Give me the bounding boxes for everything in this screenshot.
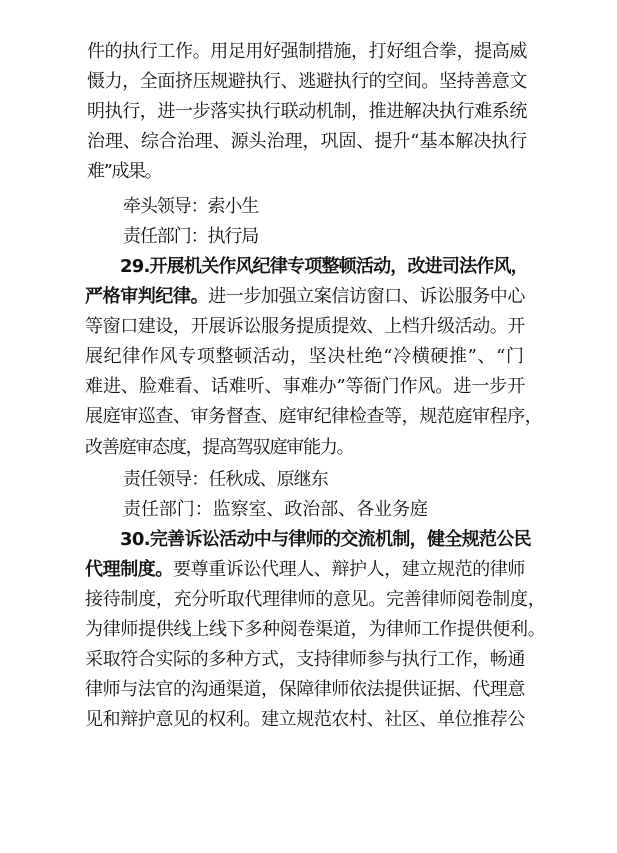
bold-text-segment: 29.开展机关作风纪律专项整顿活动，改进司法作风， [120,256,528,277]
bold-text-segment: 30.完善诉讼活动中与律师的交流机制，健全规范公民 [120,529,531,550]
text-line [87,127,527,157]
text-line [85,645,525,675]
text-segment: 要尊重诉讼代理人、辩护人，建立规范的律师 [173,559,525,580]
text-segment: 为律师提供线上线下多种阅卷渠道，为律师工作提供便利。 [85,619,546,640]
text-line [85,675,525,705]
bold-text-segment: 代理制度。 [85,559,173,580]
text-segment: 明执行，进一步落实执行联动机制，推进解决执行难系统 [87,101,527,122]
text-line [87,157,161,187]
bold-text-segment: 严格审判纪律。 [85,286,209,307]
text-line [85,312,525,342]
text-line [120,525,531,555]
text-line [85,555,525,585]
text-line [87,37,527,67]
text-segment: 件的执行工作。用足用好强制措施，打好组合拳，提高威 [87,41,527,62]
text-line [87,97,527,127]
text-segment: 责任部门：监察室、政治部、各业务庭 [123,499,428,520]
text-segment: 见和辩护意见的权利。建立规范农村、社区、单位推荐公 [85,709,525,730]
text-line [123,192,258,222]
text-segment: 等窗口建设，开展诉讼服务提质提效、上档升级活动。开 [85,316,525,337]
text-line [85,705,525,735]
text-segment: 难”成果。 [87,161,162,182]
text-segment: 改善庭审态度，提高驾驭庭审能力。 [85,437,354,458]
text-line [120,252,528,282]
text-line [123,222,258,252]
text-line [85,342,525,372]
text-line [85,282,525,312]
text-segment: 牵头领导：索小生 [123,196,259,217]
text-segment: 难进、脸难看、话难听、事难办”等衙门作风。进一步开 [85,376,526,397]
text-segment: 进一步加强立案信访窗口、诉讼服务中心 [208,286,526,307]
text-line [85,585,545,615]
text-line [123,495,428,525]
text-line [123,465,328,495]
text-segment: 采取符合实际的多种方式，支持律师参与执行工作，畅通 [85,649,525,670]
text-segment: 慑力，全面挤压规避执行、逃避执行的空间。坚持善意文 [87,71,527,92]
text-line [85,372,525,402]
text-segment: 责任领导：任秋成、原继东 [123,469,328,490]
text-segment: 责任部门：执行局 [123,226,259,247]
text-segment: 接待制度，充分听取代理律师的意见。完善律师阅卷制度， [85,589,546,610]
text-line [85,402,542,432]
text-segment: 展纪律作风专项整顿活动，坚决杜绝“冷横硬推”、“门 [85,346,525,367]
text-line [85,433,353,463]
text-segment: 展庭审巡查、审务督查、庭审纪律检查等，规范庭审程序， [85,406,543,427]
text-line [87,67,527,97]
text-segment: 治理、综合治理、源头治理，巩固、提升“基本解决执行 [87,131,528,152]
text-segment: 律师与法官的沟通渠道，保障律师依法提供证据、代理意 [85,679,525,700]
text-line [85,615,545,645]
